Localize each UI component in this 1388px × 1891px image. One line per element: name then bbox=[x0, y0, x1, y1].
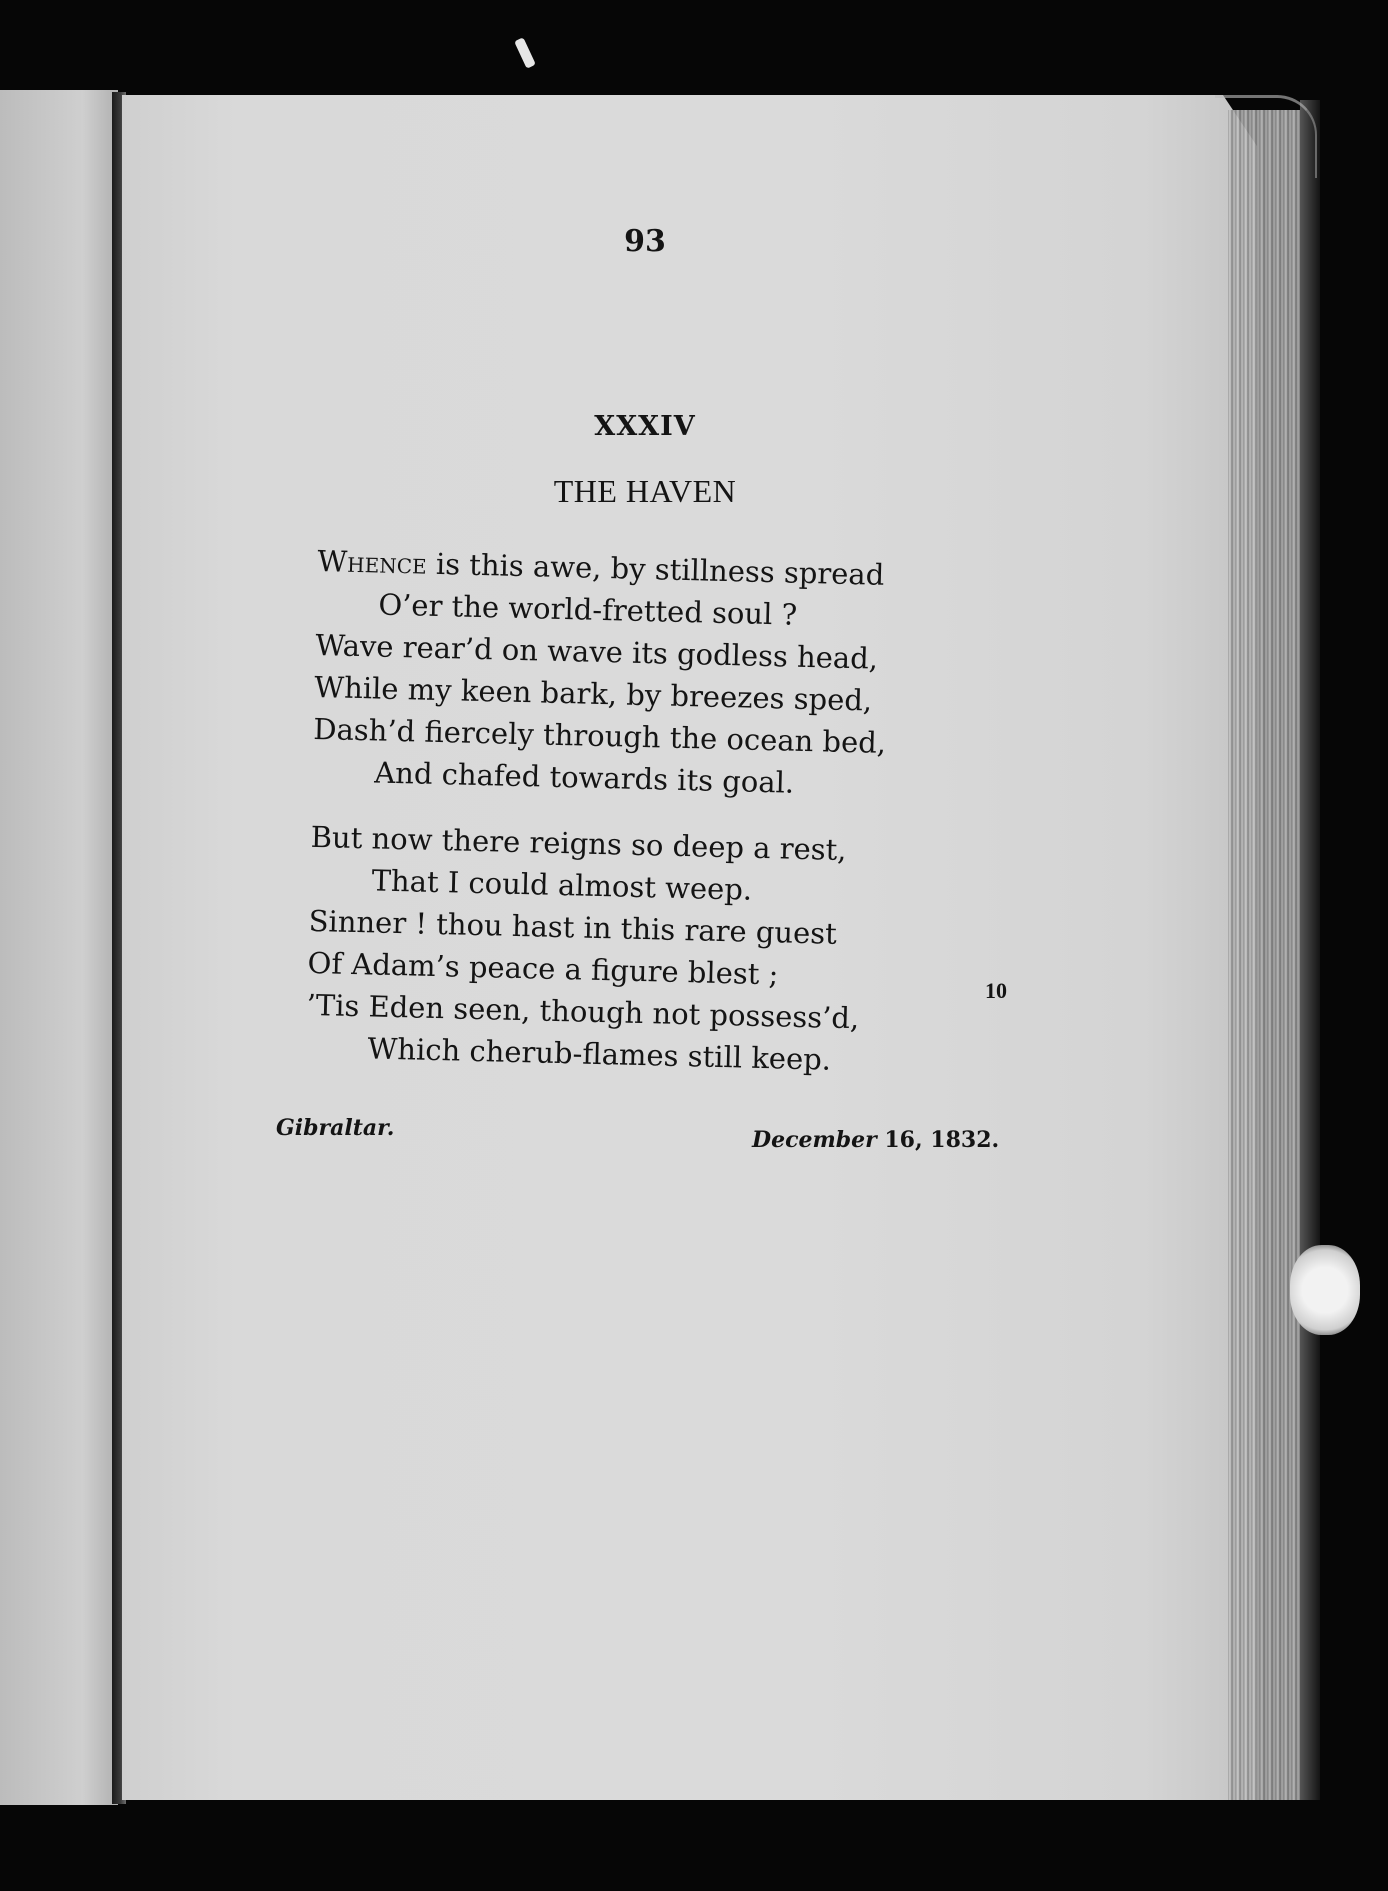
poem-body bbox=[305, 540, 1018, 1085]
poem-line-5: Dash’d fiercely through the ocean bed, bbox=[312, 711, 887, 760]
book-edge-shadow bbox=[1300, 100, 1320, 1800]
line-number: 10 bbox=[985, 978, 1007, 1003]
date-signature bbox=[752, 1127, 999, 1153]
first-word: Whence bbox=[317, 543, 428, 581]
poem-line-text: is this awe, by stillness spread bbox=[426, 546, 885, 592]
page-number: 93 bbox=[624, 224, 666, 259]
poem-numeral: XXXIV bbox=[594, 411, 696, 442]
stanza-1 bbox=[312, 540, 1018, 809]
poem-line-3: Wave rear’d on wave its godless head, bbox=[315, 627, 879, 676]
poem-line-9: Sinner ! thou hast in this rare guest bbox=[308, 903, 838, 951]
poem-line-10: Of Adam’s peace a figure blest ; bbox=[307, 945, 779, 992]
stanza-2 bbox=[305, 816, 1011, 1085]
paper-damage-spot bbox=[1290, 1245, 1360, 1335]
facing-page-edge bbox=[0, 90, 118, 1805]
page-edges bbox=[1228, 110, 1308, 1800]
poem-line-4: While my keen bark, by breezes sped, bbox=[313, 669, 873, 718]
scan-artifact bbox=[514, 37, 536, 68]
poem-line-7: But now there reigns so deep a rest, bbox=[310, 819, 847, 868]
poem-line-2: O’er the world-fretted soul ? bbox=[378, 587, 798, 632]
poem-line-11: ’Tis Eden seen, though not possess’d, bbox=[306, 987, 860, 1036]
poem-line-6: And chafed towards its goal. bbox=[373, 755, 795, 800]
poem-title: THE HAVEN bbox=[553, 473, 737, 509]
poem-line-12: Which cherub-flames still keep. bbox=[367, 1031, 832, 1077]
page-corner-curl bbox=[1215, 95, 1317, 178]
poem-line-8: That I could almost weep. bbox=[371, 863, 753, 907]
date-month: December bbox=[752, 1127, 877, 1153]
date-day-year: 16, 1832. bbox=[876, 1127, 1000, 1153]
place-signature: Gibraltar. bbox=[276, 1115, 395, 1141]
